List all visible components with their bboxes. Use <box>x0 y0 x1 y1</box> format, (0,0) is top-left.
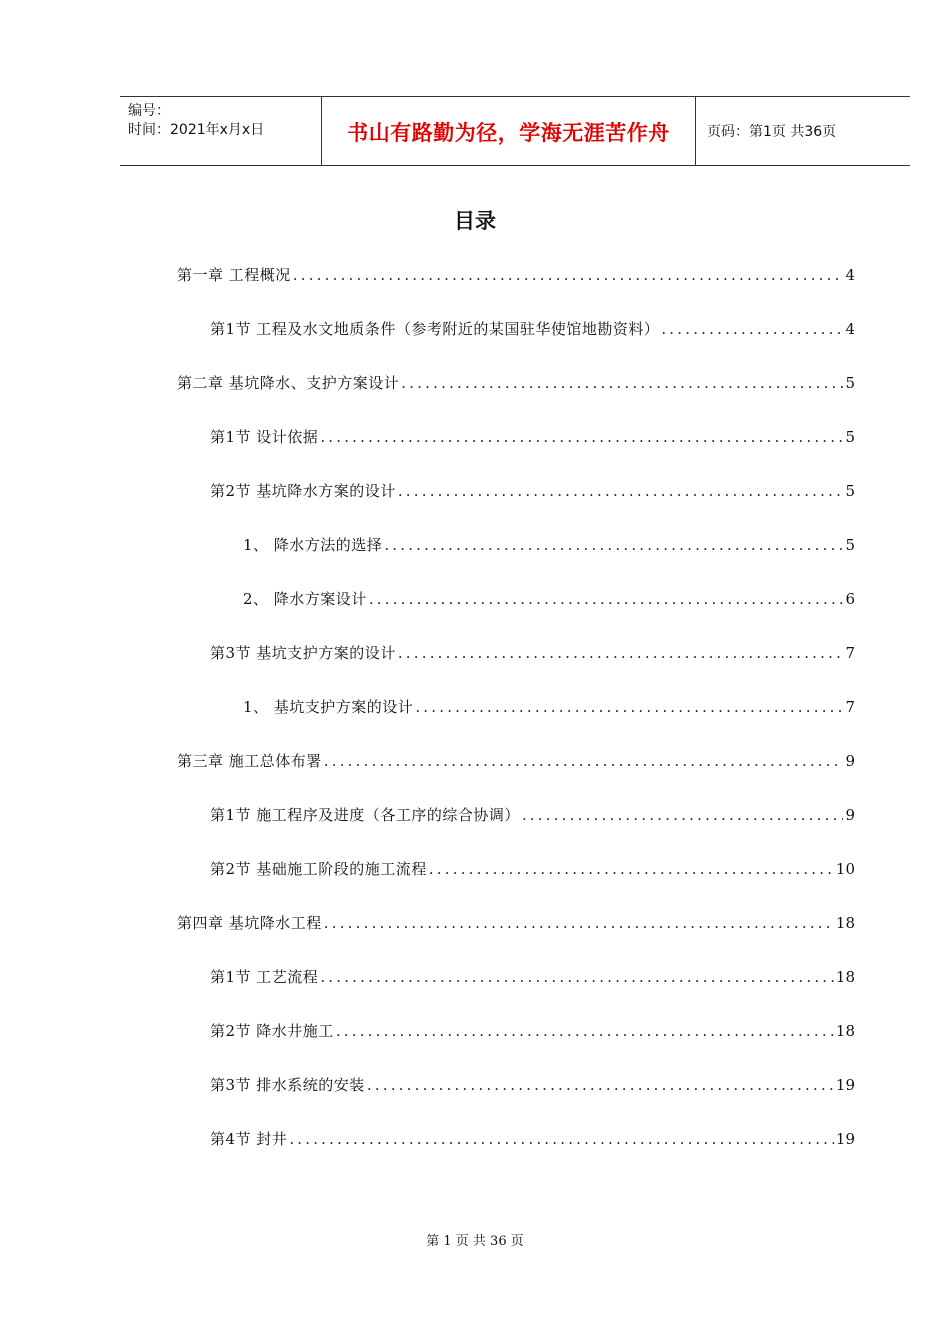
toc-entry[interactable] <box>243 588 855 612</box>
toc-leader-dots <box>289 1130 834 1148</box>
toc-entry-label: 第4节 封井 <box>210 1130 288 1148</box>
toc-entry[interactable] <box>210 318 855 342</box>
toc-leader-dots <box>293 266 844 284</box>
toc-entry[interactable] <box>210 642 855 666</box>
toc-leader-dots <box>320 968 834 986</box>
toc-entry-page: 6 <box>845 590 855 608</box>
toc-entry-label: 第1节 工艺流程 <box>210 968 319 986</box>
toc-leader-dots <box>398 482 844 500</box>
toc-entry-label: 第2节 基坑降水方案的设计 <box>210 482 396 500</box>
toc-entry-label: 1、 降水方法的选择 <box>243 536 383 554</box>
toc-leader-dots <box>398 644 844 662</box>
toc-entry-page: 7 <box>845 698 855 716</box>
toc-entry-page: 4 <box>845 320 855 338</box>
toc-entry[interactable] <box>243 534 855 558</box>
toc-leader-dots <box>384 536 843 554</box>
toc-entry[interactable] <box>210 858 855 882</box>
header-left-cell <box>120 97 321 165</box>
toc-entry-label: 第1节 设计依据 <box>210 428 319 446</box>
toc-entry-page: 5 <box>845 374 855 392</box>
toc-entry-label: 第四章 基坑降水工程 <box>177 914 322 932</box>
toc-entry-page: 19 <box>835 1130 855 1148</box>
toc-leader-dots <box>367 1076 834 1094</box>
toc-entry-label: 1、 基坑支护方案的设计 <box>243 698 414 716</box>
toc-leader-dots <box>369 590 844 608</box>
document-number-label: 编号： <box>128 103 170 119</box>
toc-entry[interactable] <box>177 372 855 396</box>
toc-leader-dots <box>522 806 844 824</box>
toc-entry[interactable] <box>210 1074 855 1098</box>
toc-entry-page: 18 <box>835 914 855 932</box>
toc-entry-label: 第三章 施工总体布署 <box>177 752 322 770</box>
toc-entry[interactable] <box>177 912 855 936</box>
toc-entry-page: 18 <box>835 1022 855 1040</box>
toc-entry-label: 第2节 基础施工阶段的施工流程 <box>210 860 427 878</box>
header-middle-cell <box>321 97 696 165</box>
toc-entry[interactable] <box>177 750 855 774</box>
toc-entry-label: 第3节 排水系统的安装 <box>210 1076 365 1094</box>
toc-leader-dots <box>320 428 843 446</box>
toc-entry-page: 7 <box>845 644 855 662</box>
header-right-cell <box>695 97 910 165</box>
toc-entry[interactable] <box>210 480 855 504</box>
page-footer: 第 1 页 共 36 页 <box>426 1234 524 1249</box>
toc-entry-page: 10 <box>835 860 855 878</box>
toc-leader-dots <box>324 914 834 932</box>
toc-entry-page: 5 <box>845 428 855 446</box>
toc-entry-page: 19 <box>835 1076 855 1094</box>
toc-entry[interactable] <box>210 426 855 450</box>
toc-entry-page: 5 <box>845 536 855 554</box>
toc-entry[interactable] <box>243 696 855 720</box>
toc-entry-page: 4 <box>845 266 855 284</box>
toc-entry-label: 第一章 工程概况 <box>177 266 291 284</box>
page-title: 目录 <box>454 209 496 233</box>
toc-entry-label: 第二章 基坑降水、支护方案设计 <box>177 374 400 392</box>
toc-entry[interactable] <box>210 966 855 990</box>
toc-entry[interactable] <box>210 804 855 828</box>
toc-entry-label: 第2节 降水井施工 <box>210 1022 334 1040</box>
toc-leader-dots <box>324 752 844 770</box>
toc-entry-label: 第3节 基坑支护方案的设计 <box>210 644 396 662</box>
toc-leader-dots <box>401 374 843 392</box>
toc-leader-dots <box>429 860 834 878</box>
header-motto: 书山有路勤为径，学海无涯苦作舟 <box>347 121 670 145</box>
toc-entry[interactable] <box>210 1128 855 1152</box>
header-table <box>120 96 910 166</box>
toc-leader-dots <box>661 320 843 338</box>
document-time-label: 时间：2021年x月x日 <box>128 122 265 138</box>
toc-entry-page: 9 <box>845 752 855 770</box>
toc-leader-dots <box>415 698 843 716</box>
toc-entry-label: 第1节 施工程序及进度（各工序的综合协调） <box>210 806 520 824</box>
toc-entry[interactable] <box>177 264 855 288</box>
toc-leader-dots <box>336 1022 834 1040</box>
toc-entry-page: 18 <box>835 968 855 986</box>
toc-entry-label: 第1节 工程及水文地质条件（参考附近的某国驻华使馆地勘资料） <box>210 320 660 338</box>
toc-entry-label: 2、 降水方案设计 <box>243 590 367 608</box>
toc-entry-page: 5 <box>845 482 855 500</box>
toc-entry[interactable] <box>210 1020 855 1044</box>
toc-entry-page: 9 <box>845 806 855 824</box>
header-page-info: 页码：第1页 共36页 <box>707 124 837 140</box>
